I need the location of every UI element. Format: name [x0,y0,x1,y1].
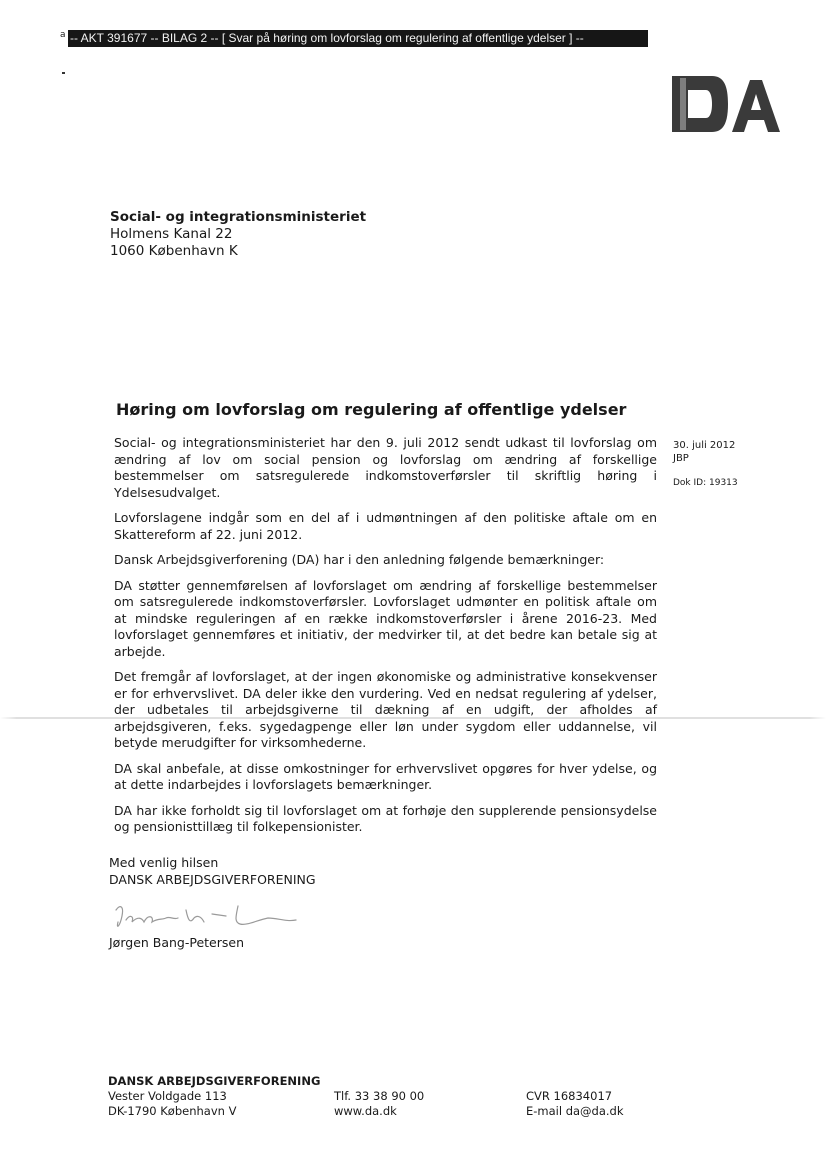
recipient-address [110,209,366,260]
footer-phone: Tlf. 33 38 90 00 [334,1089,425,1103]
letter-initials: JBP [673,453,689,464]
handwritten-signature [108,896,308,936]
recipient-street: Holmens Kanal 22 [110,226,233,242]
scan-speck [62,72,65,74]
document-id: Dok ID: 19313 [673,478,738,488]
paragraph: DA har ikke forholdt sig til lovforslaget om at forhøje den supplerende pensionsydelse og pensionisttillæg til folkepensionister. [114,802,657,834]
paragraph: Det fremgår af lovforslaget, at der ingen økonomiske og administrative konsekvenser er for erhvervslivet. DA deler ikke den vurdering. Ved en nedsat regulering af ydelser, der udbetales til arbejdsgiverne til dækning af en udgift, der afholdes af arbejdsgiveren, f.eks. sygedagpenge eller løn under sygdom eller uddannelse, vil betyde merudgifter for virksomhederne. [114,669,657,750]
footer-registration [526,1089,624,1119]
footer-web: www.da.dk [334,1104,397,1118]
signer-name: Jørgen Bang-Petersen [109,935,245,950]
paragraph: DA skal anbefale, at disse omkostninger for erhvervslivet opgøres for hver ydelse, og at dette indarbejdes i lovforslagets bemærkninger. [114,760,657,792]
footer-cvr: CVR 16834017 [526,1089,613,1103]
da-logo [670,74,784,134]
letter-subject: Høring om lovforslag om regulering af offentlige ydelser [116,400,627,419]
footer-email: E-mail da@da.dk [526,1104,624,1118]
footer-address [108,1074,320,1119]
footer-contact [334,1089,424,1119]
stamp-mark: a [60,30,66,40]
footer-org: DANSK ARBEJDSGIVERFORENING [108,1074,321,1088]
paragraph: DA støtter gennemførelsen af lovforslaget om ændring af forskellige bestemmelser om satsregulerede indkomstoverførsler. Lovforslaget udmønter en politisk aftale om at mindske reguleringen af en række indkomstoverførsler i årene 2016-23. Med lovforslaget gennemføres et initiativ, der medvirker til, at det bedre kan betale sig at arbejde. [114,577,657,659]
footer-street: Vester Voldgade 113 [108,1089,227,1103]
paragraph: Lovforslagene indgår som en del af i udmøntningen af den politiske aftale om en Skattereform af 22. juni 2012. [114,510,657,542]
letter-meta [673,439,738,490]
closing-org: DANSK ARBEJDSGIVERFORENING [109,872,316,887]
letter-body [114,435,657,845]
closing [109,854,316,888]
greeting: Med venlig hilsen [109,855,219,870]
paragraph: Social- og integrationsministeriet har den 9. juli 2012 sendt udkast til lovforslag om ændring af lov om social pension og lovforslag om ændring af forskellige bestemmelser om satsregulerede indkomstoverførsler til skriftlig høring i Ydelsesudvalget. [114,435,657,500]
scan-artifact-line [0,717,826,719]
letter-date: 30. juli 2012 [673,440,736,451]
recipient-name: Social- og integrationsministeriet [110,209,367,225]
recipient-city: 1060 København K [110,243,238,259]
archive-stamp: -- AKT 391677 -- BILAG 2 -- [ Svar på høring om lovforslag om regulering af offentlige ydelser ] -- [68,30,648,47]
paragraph: Dansk Arbejdsgiverforening (DA) har i den anledning følgende bemærkninger: [114,552,605,567]
footer-city: DK-1790 København V [108,1104,237,1118]
